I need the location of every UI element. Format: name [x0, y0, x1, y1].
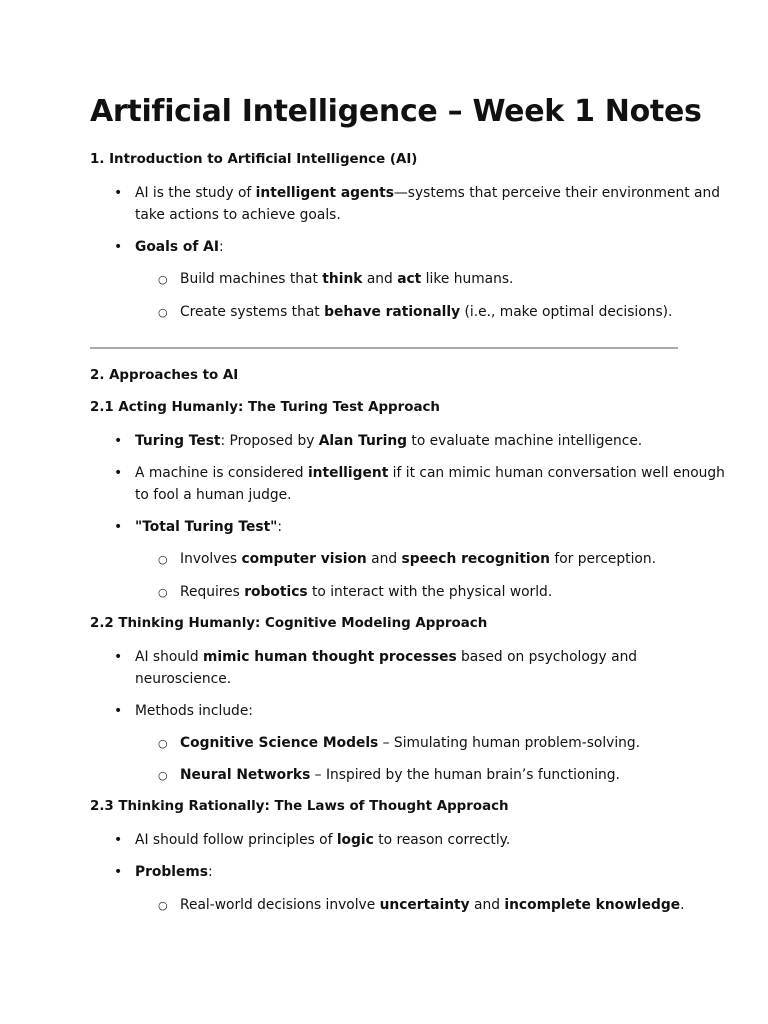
- sub-bullet-icon: ○: [158, 737, 168, 750]
- sub-bullet-icon: ○: [158, 899, 168, 912]
- section-2-heading: 2. Approaches to AI: [90, 368, 239, 383]
- bullet-icon: •: [114, 864, 123, 880]
- sub-bullet-icon: ○: [158, 306, 168, 319]
- section-1-heading: 1. Introduction to Artificial Intelligence (AI): [90, 152, 418, 167]
- sub-bullet-icon: ○: [158, 769, 168, 782]
- sub-list-item: Requires robotics to interact with the physical world.: [180, 584, 553, 600]
- bullet-icon: •: [114, 239, 123, 255]
- list-item-continuation: to fool a human judge.: [135, 487, 292, 503]
- list-item: AI should follow principles of logic to reason correctly.: [135, 832, 511, 848]
- sub-list-item: Cognitive Science Models – Simulating human problem-solving.: [180, 735, 641, 751]
- section-2-1-heading: 2.1 Acting Humanly: The Turing Test Approach: [90, 400, 440, 415]
- section-2-2-heading: 2.2 Thinking Humanly: Cognitive Modeling Approach: [90, 616, 488, 631]
- bullet-icon: •: [114, 649, 123, 665]
- list-item: AI is the study of intelligent agents—systems that perceive their environment and: [135, 185, 720, 201]
- list-item: AI should mimic human thought processes based on psychology and: [135, 649, 638, 665]
- horizontal-divider: [90, 347, 678, 349]
- sub-list-item: Real-world decisions involve uncertainty and incomplete knowledge.: [180, 897, 685, 913]
- list-item: Problems:: [135, 864, 213, 880]
- sub-bullet-icon: ○: [158, 586, 168, 599]
- bullet-icon: •: [114, 433, 123, 449]
- list-item: A machine is considered intelligent if it can mimic human conversation well enough: [135, 465, 725, 481]
- sub-list-item: Involves computer vision and speech recognition for perception.: [180, 551, 656, 567]
- section-2-3-heading: 2.3 Thinking Rationally: The Laws of Thought Approach: [90, 799, 509, 814]
- list-item: Turing Test: Proposed by Alan Turing to evaluate machine intelligence.: [135, 433, 643, 449]
- sub-bullet-icon: ○: [158, 553, 168, 566]
- bullet-icon: •: [114, 465, 123, 481]
- sub-bullet-icon: ○: [158, 273, 168, 286]
- bullet-icon: •: [114, 519, 123, 535]
- bullet-icon: •: [114, 832, 123, 848]
- sub-list-item: Create systems that behave rationally (i.e., make optimal decisions).: [180, 304, 673, 320]
- list-item: Goals of AI:: [135, 239, 224, 255]
- list-item: Methods include:: [135, 703, 253, 719]
- sub-list-item: Neural Networks – Inspired by the human brain’s functioning.: [180, 767, 620, 783]
- page-title: Artificial Intelligence – Week 1 Notes: [90, 94, 702, 129]
- list-item-continuation: take actions to achieve goals.: [135, 207, 341, 223]
- list-item-continuation: neuroscience.: [135, 671, 232, 687]
- sub-list-item: Build machines that think and act like humans.: [180, 271, 514, 287]
- bullet-icon: •: [114, 185, 123, 201]
- list-item: "Total Turing Test":: [135, 519, 283, 535]
- bullet-icon: •: [114, 703, 123, 719]
